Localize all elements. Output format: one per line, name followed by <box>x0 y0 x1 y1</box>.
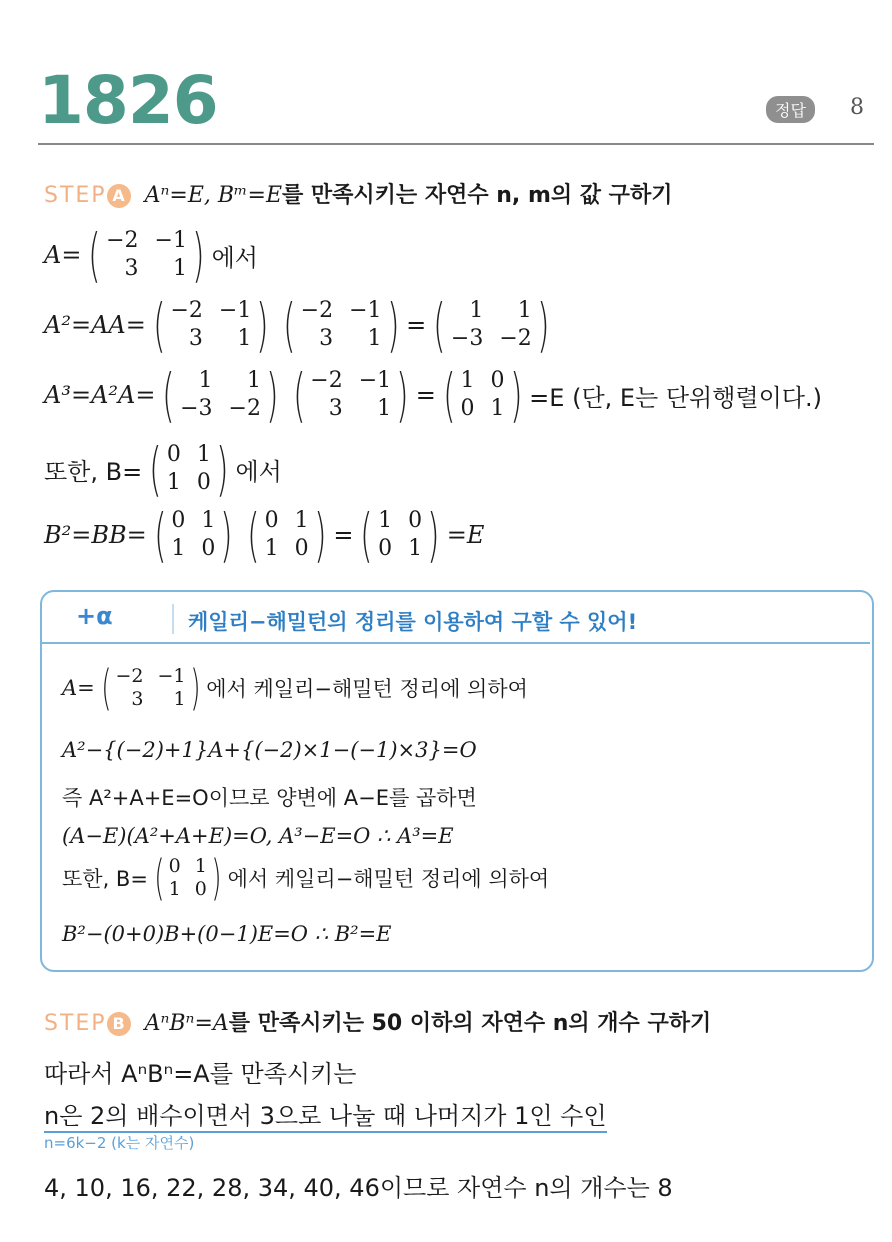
line-suffix: =E (단, E는 단위행렬이다.) <box>529 383 822 412</box>
matrix-cell: 0 <box>171 508 186 533</box>
line-prefix: B²=BB= <box>44 521 147 549</box>
matrix-a: ( −2 −1 3 1 ) <box>88 221 205 289</box>
matrix-cell: 1 <box>377 396 392 421</box>
equals-sign: = <box>415 381 436 409</box>
step-a-title-text: 를 만족시키는 자연수 n, m의 값 구하기 <box>282 183 673 208</box>
answer-badge: 정답 <box>766 96 815 123</box>
step-b-badge: B <box>107 1012 131 1036</box>
tip-line-3: 즉 A²+A+E=O이므로 양변에 A−E를 곱하면 <box>62 786 477 810</box>
matrix-cell: 0 <box>294 536 309 561</box>
matrix-a: ( −2 −1 3 1 ) <box>292 361 409 429</box>
tip-line-5 <box>62 850 550 906</box>
matrix-cell: −3 <box>450 326 484 351</box>
line-suffix: 에서 케일리−해밀턴 정리에 의하여 <box>206 677 528 701</box>
matrix-cell: 0 <box>166 442 181 467</box>
step-b-note: n=6k−2 (k는 자연수) <box>44 1134 195 1152</box>
matrix-cell: −1 <box>349 298 382 323</box>
line-suffix: 에서 케일리−해밀턴 정리에 의하여 <box>227 867 550 891</box>
tip-separator <box>172 604 174 634</box>
tip-line-6: B²−(0+0)B+(0−1)E=O ∴ B²=E <box>62 922 392 946</box>
matrix-cell: 3 <box>131 688 144 710</box>
equals-sign: = <box>406 311 427 339</box>
line-a-definition <box>44 221 258 289</box>
matrix-cell: 0 <box>460 396 475 421</box>
matrix-a: ( −2 −1 3 1 ) <box>100 660 201 716</box>
matrix-cell: 1 <box>517 298 532 323</box>
matrix-cell: 1 <box>408 536 423 561</box>
line-prefix: A= <box>62 676 95 700</box>
line-prefix: A= <box>44 241 82 269</box>
step-a-label: STEP <box>44 183 107 208</box>
line-prefix: A²=AA= <box>44 311 146 339</box>
matrix-cell: 1 <box>196 442 211 467</box>
step-b-title-text: 를 만족시키는 50 이하의 자연수 n의 개수 구하기 <box>228 1011 712 1036</box>
matrix-cell: 1 <box>469 298 484 323</box>
matrix-cell: 0 <box>201 536 216 561</box>
matrix-b: ( 0 1 1 0 ) <box>153 501 233 569</box>
tip-line-4: (A−E)(A²+A+E)=O, A³−E=O ∴ A³=E <box>62 824 454 848</box>
step-b-label: STEP <box>44 1011 107 1036</box>
line-prefix: A³=A²A= <box>44 381 156 409</box>
line-suffix: 에서 <box>211 243 258 272</box>
matrix-cell: −2 <box>115 665 144 687</box>
matrix-a: ( −2 −1 3 1 ) <box>152 291 269 359</box>
matrix-a: ( −2 −1 3 1 ) <box>283 291 400 359</box>
matrix-b: ( 0 1 1 0 ) <box>154 850 222 906</box>
matrix-cell: 1 <box>237 326 252 351</box>
step-b-title-math: AⁿBⁿ=A <box>144 1011 229 1036</box>
matrix-a2: ( 1 1 −3 −2 ) <box>162 361 279 429</box>
matrix-cell: 0 <box>168 855 181 877</box>
matrix-cell: 1 <box>246 368 261 393</box>
matrix-identity: ( 1 0 0 1 ) <box>360 501 440 569</box>
matrix-cell: 3 <box>188 326 203 351</box>
matrix-cell: 1 <box>173 688 186 710</box>
line-suffix: =E <box>446 521 485 549</box>
tip-box <box>40 590 874 972</box>
step-b-line-2: n은 2의 배수이면서 3으로 나눌 때 나머지가 1인 수인 <box>44 1096 607 1133</box>
matrix-cell: 3 <box>328 396 343 421</box>
tip-line-2: A²−{(−2)+1}A+{(−2)×1−(−1)×3}=O <box>62 738 477 762</box>
matrix-cell: 0 <box>194 878 207 900</box>
plus-alpha-icon: +α <box>76 602 113 630</box>
matrix-cell: −2 <box>228 396 261 421</box>
matrix-cell: 1 <box>264 536 279 561</box>
matrix-cell: 1 <box>171 536 186 561</box>
matrix-cell: 1 <box>168 878 181 900</box>
step-b-line-3: 4, 10, 16, 22, 28, 34, 40, 46이므로 자연수 n의 개수는 8 <box>44 1174 673 1202</box>
matrix-cell: 1 <box>490 396 505 421</box>
matrix-identity: ( 1 0 0 1 ) <box>442 361 523 429</box>
matrix-cell: 1 <box>367 326 382 351</box>
matrix-cell: 3 <box>124 256 139 281</box>
line-b-definition <box>44 435 282 503</box>
matrix-cell: 1 <box>201 508 216 533</box>
matrix-cell: 1 <box>294 508 309 533</box>
matrix-b: ( 0 1 1 0 ) <box>149 435 229 503</box>
problem-number: 1826 <box>38 62 218 139</box>
matrix-cell: −1 <box>358 368 392 393</box>
matrix-cell: −1 <box>218 298 252 323</box>
matrix-cell: −2 <box>310 368 343 393</box>
line-prefix: 또한, B= <box>44 457 143 486</box>
matrix-cell: 1 <box>194 855 207 877</box>
tip-title: 케일리−해밀턴의 정리를 이용하여 구할 수 있어! <box>188 610 638 634</box>
step-b-heading <box>44 1006 711 1037</box>
matrix-cell: 3 <box>319 326 334 351</box>
matrix-cell: 1 <box>460 368 475 393</box>
tip-line-1 <box>62 660 528 716</box>
matrix-cell: 0 <box>196 470 211 495</box>
header-divider <box>38 143 874 145</box>
answer-value: 8 <box>850 95 864 120</box>
matrix-b: ( 0 1 1 0 ) <box>247 501 327 569</box>
matrix-cell: 1 <box>198 368 213 393</box>
matrix-cell: −1 <box>157 665 186 687</box>
matrix-cell: 0 <box>490 368 505 393</box>
matrix-cell: 0 <box>378 536 393 561</box>
step-b-line-1: 따라서 AⁿBⁿ=A를 만족시키는 <box>44 1060 357 1088</box>
matrix-cell: −2 <box>499 326 532 351</box>
step-a-title-math: Aⁿ=E, Bᵐ=E <box>144 183 283 208</box>
line-b-squared <box>44 501 485 569</box>
matrix-cell: 1 <box>378 508 393 533</box>
matrix-cell: −1 <box>154 228 187 253</box>
line-a-squared <box>44 291 556 359</box>
matrix-cell: 0 <box>408 508 423 533</box>
matrix-cell: 0 <box>264 508 279 533</box>
equals-sign: = <box>333 521 354 549</box>
line-prefix: 또한, B= <box>62 867 148 891</box>
matrix-cell: −2 <box>106 228 139 253</box>
step-a-badge: A <box>107 184 131 208</box>
matrix-cell: 1 <box>172 256 187 281</box>
matrix-cell: −2 <box>300 298 334 323</box>
matrix-cell: −2 <box>170 298 203 323</box>
line-a-cubed <box>44 361 822 429</box>
matrix-a2: ( 1 1 −3 −2 ) <box>433 291 550 359</box>
matrix-cell: −3 <box>180 396 213 421</box>
matrix-cell: 1 <box>166 470 181 495</box>
line-suffix: 에서 <box>235 457 282 486</box>
step-a-heading <box>44 178 672 209</box>
